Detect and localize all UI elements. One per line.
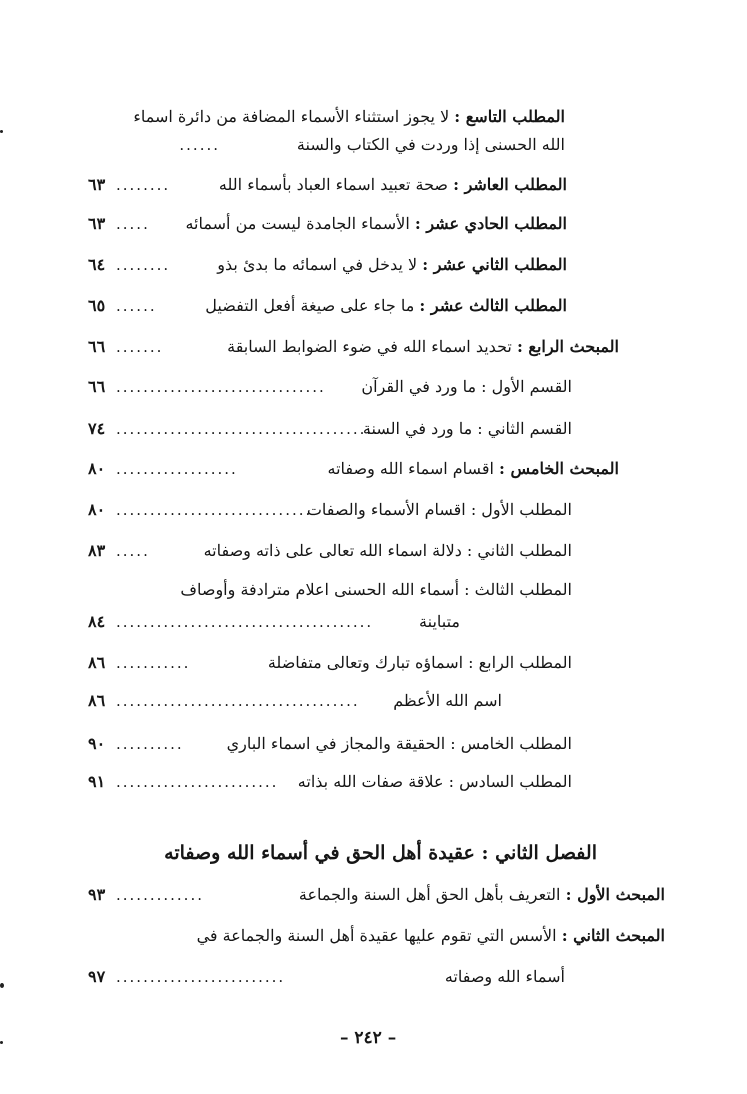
page-footer-number: – ٢٤٢ –: [340, 1028, 397, 1048]
entry-heading: المبحث الخامس :: [499, 459, 619, 478]
scan-mark: [0, 1041, 3, 1044]
leader-dots: ........: [116, 256, 171, 274]
leader-dots: ...............................: [116, 378, 326, 396]
entry-heading: المبحث الثاني :: [561, 926, 665, 945]
entry-title: لا يدخل في اسمائه ما بدئ بذو: [217, 255, 418, 274]
page-number: ٨٣: [88, 541, 106, 560]
entry-heading: المطلب الحادي عشر :: [414, 214, 567, 233]
entry-heading: المطلب الرابع :: [468, 653, 572, 672]
entry-heading: المطلب العاشر :: [453, 175, 567, 194]
entry-heading: المطلب الخامس :: [450, 734, 572, 753]
entry-title: لا يجوز استثناء الأسماء المضافة من دائرة اسماء: [133, 107, 450, 126]
entry-heading: المطلب الثاني عشر :: [422, 255, 567, 274]
page-number: ٩٠: [88, 734, 106, 753]
entry-heading: المطلب الأول :: [470, 500, 572, 519]
leader-dots: .............: [116, 886, 204, 904]
entry-title: اسم الله الأعظم: [393, 691, 502, 710]
entry-heading: القسم الثاني :: [477, 419, 572, 438]
entry-heading: المطلب التاسع :: [454, 107, 565, 126]
leader-dots: ...........: [116, 654, 191, 672]
scan-mark: [0, 983, 4, 988]
page-number: ٨٦: [88, 691, 106, 710]
entry-title: اقسام الأسماء والصفات: [306, 500, 466, 519]
leader-dots: ......: [116, 297, 157, 315]
page-number: ٦٤: [88, 255, 106, 274]
page-number: ٦٣: [88, 175, 106, 194]
page-number: ٨٠: [88, 500, 106, 519]
scan-mark: [0, 130, 3, 133]
entry-title: تحديد اسماء الله في ضوء الضوابط السابقة: [227, 337, 512, 356]
entry-title: دلالة اسماء الله تعالى على ذاته وصفاته: [203, 541, 462, 560]
entry-title: أسماء الله الحسنى اعلام مترادفة وأوصاف: [180, 580, 460, 599]
leader-dots: .........................: [116, 968, 286, 986]
leader-dots: .......................................: [116, 420, 380, 438]
entry-heading: القسم الأول :: [481, 377, 572, 396]
leader-dots: ..................: [116, 460, 238, 478]
entry-title: علاقة صفات الله بذاته: [297, 772, 444, 791]
leader-dots: ......................................: [116, 613, 374, 631]
entry-title: اقسام اسماء الله وصفاته: [327, 459, 494, 478]
page-number: ٩٧: [88, 967, 106, 986]
entry-title-continued: الله الحسنى إذا وردت في الكتاب والسنة: [296, 135, 565, 154]
entry-heading: المطلب الثالث عشر :: [419, 296, 567, 315]
page-number: ٧٤: [88, 419, 106, 438]
chapter-title: الفصل الثاني : عقيدة أهل الحق في أسماء الله وصفاته: [164, 842, 597, 864]
entry-title: ما جاء على صيغة أفعل التفضيل: [205, 296, 415, 315]
entry-heading: المطلب الثالث :: [464, 580, 572, 599]
entry-title: الحقيقة والمجاز في اسماء الباري: [226, 734, 446, 753]
page-number: ٨٤: [88, 612, 106, 631]
entry-title: التعريف بأهل الحق أهل السنة والجماعة: [298, 885, 561, 904]
leader-dots: ..........: [116, 735, 184, 753]
entry-title: الأسس التي تقوم عليها عقيدة أهل السنة والجماعة في: [196, 926, 557, 945]
entry-title: اسماؤه تبارك وتعالى متفاضلة: [267, 653, 464, 672]
page-number: ٦٣: [88, 214, 106, 233]
leader-dots: ....................................: [116, 692, 360, 710]
leader-dots: ......: [179, 136, 220, 154]
entry-title: ما ورد في القرآن: [361, 377, 477, 396]
leader-dots: .......: [116, 338, 164, 356]
entry-title: ما ورد في السنة: [362, 419, 473, 438]
entry-title: صحة تعبيد اسماء العباد بأسماء الله: [218, 175, 448, 194]
leader-dots: ........................: [116, 773, 279, 791]
leader-dots: .............................: [116, 501, 313, 519]
entry-title-continued: متباينة: [419, 612, 460, 631]
leader-dots: .....: [116, 215, 150, 233]
entry-heading: المطلب الثاني :: [466, 541, 572, 560]
page-number: ٨٦: [88, 653, 106, 672]
leader-dots: ........: [116, 176, 171, 194]
page-number: ٩١: [88, 772, 106, 791]
leader-dots: .....: [116, 542, 150, 560]
page-number: ٩٣: [88, 885, 106, 904]
page-number: ٦٥: [88, 296, 106, 315]
entry-heading: المطلب السادس :: [448, 772, 572, 791]
page-number: ٦٦: [88, 377, 106, 396]
page-number: ٦٦: [88, 337, 106, 356]
entry-heading: المبحث الرابع :: [516, 337, 619, 356]
page-number: ٨٠: [88, 459, 106, 478]
entry-title-continued: أسماء الله وصفاته: [444, 967, 565, 986]
entry-heading: المبحث الأول :: [565, 885, 665, 904]
entry-title: الأسماء الجامدة ليست من أسمائه: [185, 214, 410, 233]
